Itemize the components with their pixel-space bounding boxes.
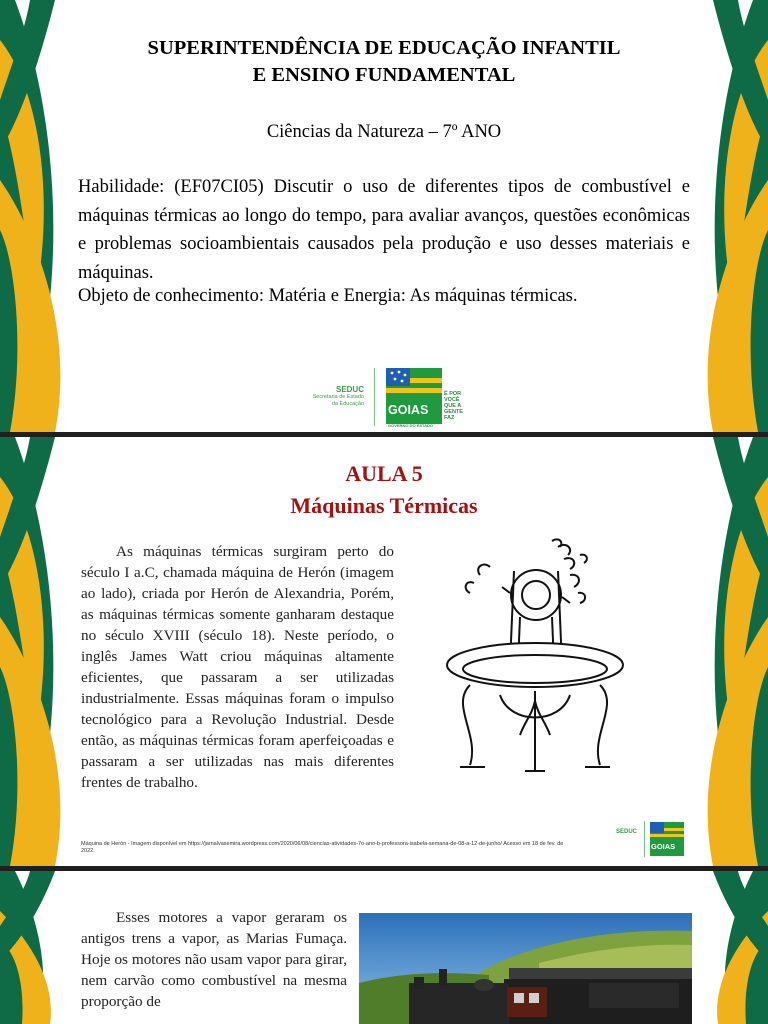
seduc-goias-logo — [300, 366, 470, 428]
seduc-logo — [300, 385, 364, 408]
heron-engine-illustration — [440, 535, 630, 790]
seduc-name: SEDUC — [335, 385, 364, 394]
seduc-sub-1: Secretaria de Estado — [312, 394, 364, 400]
skill-paragraph — [78, 173, 690, 287]
lesson-title: Máquinas Térmicas — [290, 493, 478, 518]
tag-line-4: GENTE — [444, 409, 463, 415]
slide-1-title — [0, 35, 768, 89]
logo-divider — [374, 368, 375, 426]
tag-line-3: QUE A — [444, 403, 462, 409]
slide-1 — [0, 0, 768, 432]
goias-wordmark-small: GOIAS — [651, 842, 676, 851]
steam-paragraph-text: Esses motores a vapor geraram os antigos trens a vapor, as Marias Fumaça. Hoje os motores não usam vapor para girar, nem carvão como combustível na mesma proporção de — [81, 909, 347, 1010]
tag-line-1: É POR — [444, 391, 462, 397]
goias-tagline — [444, 391, 463, 421]
title-line-2: E ENSINO FUNDAMENTAL — [252, 64, 516, 86]
gov-line: GOVERNO DO ESTADO — [388, 423, 434, 428]
slide-2 — [0, 437, 768, 866]
image-caption: Máquina de Herón - Imagem disponível em https://jarnalvasemira.wordpress.com/2020/06/08/ciencias-atividades-7o-ano-b-professora-isabela-semana-de-08-a-12-de-junho/ Acesso em 18 de fev. de 2022. — [81, 841, 564, 854]
steam-train-photo — [359, 913, 692, 1024]
steam-paragraph — [81, 907, 347, 1012]
slide-3 — [0, 871, 768, 1024]
heron-paragraph-text: As máquinas térmicas surgiram perto do século I a.C, chamada máquina de Herón (imagem ao lado), criada por Herón de Alexandria, Porém, as máquinas térmicas somente ganharam destaque no século XVIII (século 18). Neste período, o inglês James Watt criou máquinas altamente eficientes, que passaram a ser utilizadas industrialmente. Essas máquinas foram o impulso tecnológico para a Revolução Industrial. Desde então, as máquinas térmicas foram aperfeiçoadas e passaram a ser utilizadas nas mais diferentes frentes de trabalho. — [81, 543, 394, 791]
tag-line-2: VOCÊ — [444, 397, 460, 403]
seduc-sub-2: da Educação — [331, 401, 364, 407]
lesson-number: AULA 5 — [345, 461, 423, 486]
seduc-goias-logo-small — [600, 819, 710, 859]
skill-text: Habilidade: (EF07CI05) Discutir o uso de diferentes tipos de combustível e máquinas térmicas ao longo do tempo, para avaliar avanços, questões econômicas e problemas socioambientais causados pela produção e uso desses materiais e máquinas. — [78, 177, 690, 283]
knowledge-object: Objeto de conhecimento: Matéria e Energia: As máquinas térmicas. — [78, 286, 578, 306]
tag-line-5: FAZ — [444, 415, 455, 421]
title-line-1: SUPERINTENDÊNCIA DE EDUCAÇÃO INFANTIL — [147, 37, 621, 59]
subject-heading: Ciências da Natureza – 7º ANO — [266, 122, 502, 142]
logo-divider-small — [644, 821, 645, 857]
seduc-name-small: SEDUC — [616, 829, 638, 835]
heron-paragraph — [81, 541, 394, 793]
goias-wordmark: GOIAS — [388, 403, 429, 417]
